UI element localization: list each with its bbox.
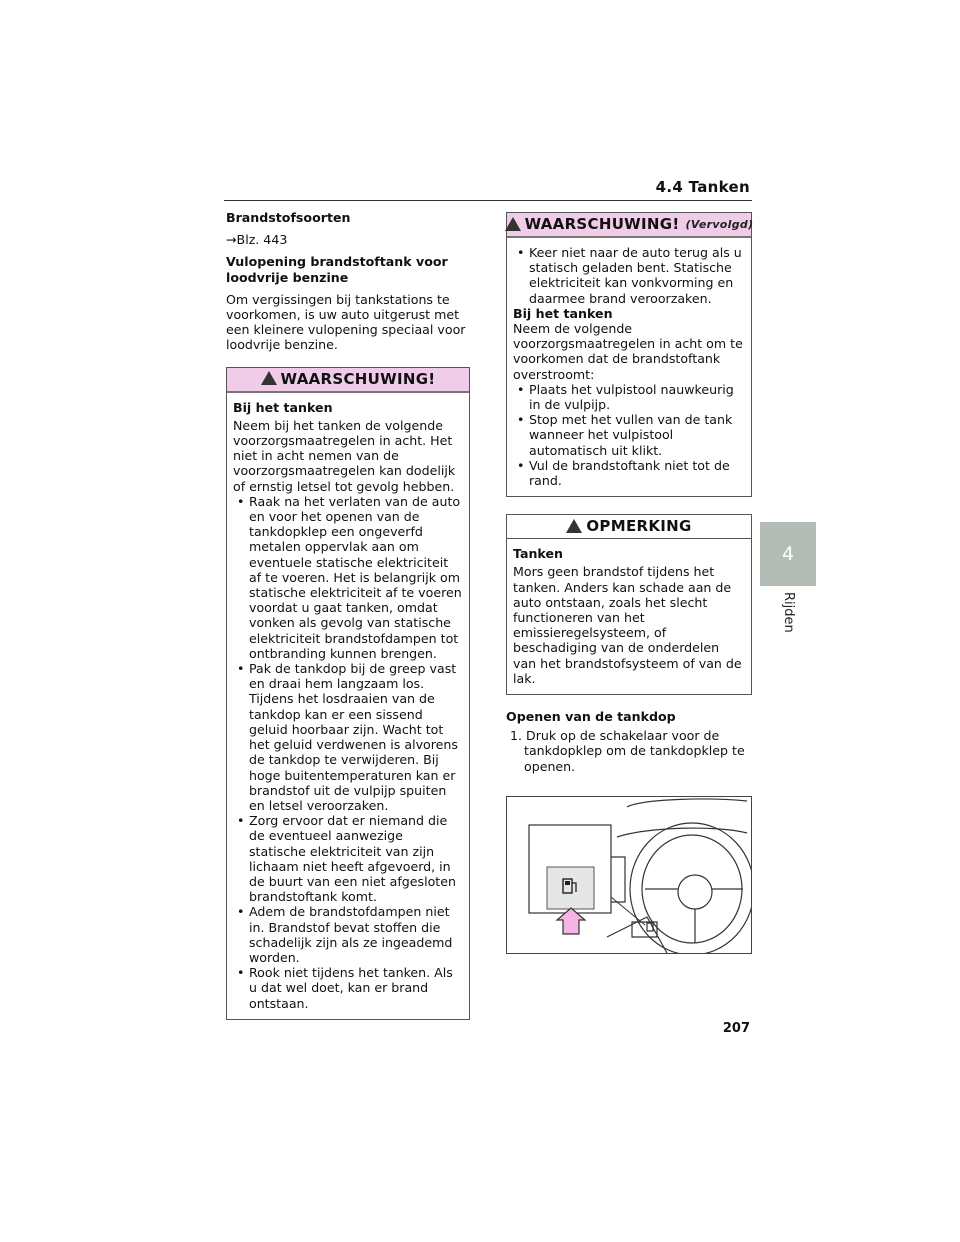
warning-intro: Neem bij het tanken de volgende voorzorgsmaatregelen in acht. Het niet in acht nemen van de voorzorgsmaatregelen kan dodelijk of ernstig letsel tot gevolg hebben. (233, 417, 456, 494)
note-box (506, 514, 752, 695)
filler-paragraph: Om vergissingen bij tankstations te voorkomen, is uw auto uitgerust met een kleinere vulopening speciaal voor loodvrije benzine. (226, 291, 466, 353)
warning-continued-top-list (513, 245, 744, 306)
warning-subtitle: Bij het tanken (233, 399, 333, 415)
note-header (507, 515, 751, 539)
chapter-label: Rijden (781, 592, 796, 633)
warning-continued-box (506, 212, 752, 497)
note-title: OPMERKING (586, 517, 692, 536)
warning-triangle-icon (261, 371, 277, 385)
fuel-types-reference[interactable]: →Blz. 443 (226, 232, 288, 248)
warning-continued-subtitle: Bij het tanken (513, 305, 613, 321)
note-subtitle: Tanken (513, 546, 563, 562)
warning-continued-header (507, 213, 754, 238)
warning-title: WAARSCHUWING! (280, 369, 436, 388)
note-text: Mors geen brandstof tijdens het tanken. Anders kan schade aan de auto ontstaan, zoals het slecht functioneren van het emissieregelsysteem, of beschadiging van de onderdelen van het brandstofsysteem of van de lak. (513, 564, 742, 686)
warning-box (226, 367, 470, 1020)
warning-header (227, 368, 469, 393)
list-item: • Zorg ervoor dat er niemand die de eventueel aanwezige statische elektriciteit van zijn lichaam niet heeft afgevoerd, in de buurt van een niet afgesloten brandstoftank komt. (233, 813, 462, 904)
filler-heading: Vulopening brandstoftank voor loodvrije benzine (226, 254, 448, 285)
list-item: • Pak de tankdop bij de greep vast en draai hem langzaam los. Tijdens het losdraaien van de tankdop kan er een sissend geluid hoorbaar zijn. Wacht tot het geluid verdwenen is alvorens de tankdop te verwijderen. Bij hoge buitentemperaturen kan er brandstof uit de vulpijp spuiten en letsel veroorzaken. (233, 661, 462, 813)
list-item: • Plaats het vulpistool nauwkeurig in de vulpijp. (513, 382, 744, 412)
list-item: • Stop met het vullen van de tank wanneer het vulpistool automatisch uit klikt. (513, 412, 744, 458)
warning-continued-title: WAARSCHUWING! (524, 214, 680, 233)
fuel-types-heading: Brandstofsoorten (226, 210, 351, 225)
page-number: 207 (722, 1021, 750, 1036)
caution-triangle-icon (566, 519, 582, 533)
opening-heading: Openen van de tankdop (506, 709, 676, 725)
list-item: • Rook niet tijdens het tanken. Als u dat wel doet, kan er brand ontstaan. (233, 965, 462, 1011)
warning-triangle-icon (505, 217, 521, 231)
chapter-tab[interactable] (760, 522, 816, 586)
warning-list (233, 494, 462, 1011)
list-item: • Vul de brandstoftank niet tot de rand. (513, 458, 744, 488)
chapter-number: 4 (781, 543, 795, 565)
list-item: • Adem de brandstofdampen niet in. Brandstof bevat stoffen die schadelijk zijn als ze ingeademd worden. (233, 904, 462, 965)
header-rule (224, 200, 752, 201)
list-item: • Raak na het verlaten van de auto en voor het openen van de tankdopklep een ongeverfd metalen oppervlak aan om eventuele statische elektriciteit af te voeren. Het is belangrijk om statische elektriciteit af te voeren voordat u gaat tanken, omdat vonken als gevolg van statische elektriciteit brandstofdampen tot ontbranding kunnen brengen. (233, 494, 462, 661)
continued-label: (Vervolgd) (685, 217, 754, 231)
step-item: 1. Druk op de schakelaar voor de tankdopklep om de tankdopklep te openen. (510, 728, 745, 774)
right-column (506, 212, 752, 954)
dashboard-drawing (507, 797, 751, 953)
list-item: • Keer niet naar de auto terug als u statisch geladen bent. Statische elektriciteit kan vonkvorming en daarmee brand veroorzaken. (513, 245, 744, 306)
warning-continued-intro: Neem de volgende voorzorgsmaatregelen in acht om te voorkomen dat de brandstoftank overstroomt: (513, 321, 743, 382)
fuel-door-switch-illustration (506, 796, 752, 954)
section-title: 4.4 Tanken (655, 178, 750, 196)
warning-continued-list (513, 382, 744, 488)
left-column (226, 210, 470, 1020)
